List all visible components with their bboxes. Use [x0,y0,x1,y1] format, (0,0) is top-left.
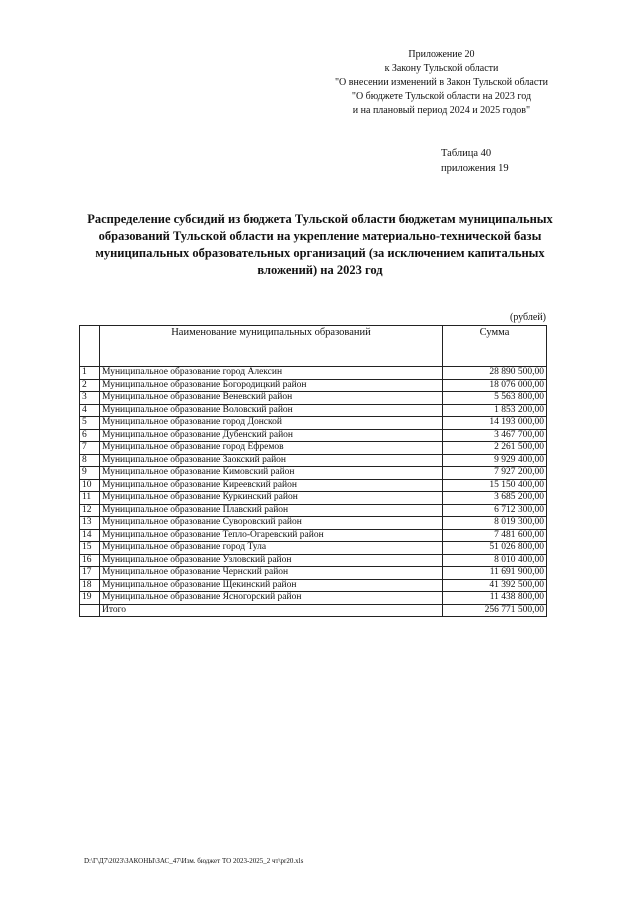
row-number: 12 [80,504,100,517]
table-header-row [80,326,547,367]
row-sum: 28 890 500,00 [443,367,547,380]
appendix-header-line: к Закону Тульской области [384,63,499,74]
row-name: Муниципальное образование Щекинский район [100,579,443,592]
row-name: Муниципальное образование Кимовский район [100,467,443,480]
table-row [80,454,547,467]
unit-label: (рублей) [509,312,546,323]
table-row [80,442,547,455]
table-reference-number: Таблица 40 [441,148,492,159]
row-name: Муниципальное образование Тепло-Огаревский район [100,529,443,542]
table-row [80,417,547,430]
total-sum: 256 771 500,00 [443,604,547,617]
table-row [80,529,547,542]
total-label: Итого [100,604,443,617]
row-name: Муниципальное образование город Донской [100,417,443,430]
row-sum: 14 193 000,00 [443,417,547,430]
table-row [80,567,547,580]
row-sum: 8 019 300,00 [443,517,547,530]
column-header-sum: Сумма [443,326,547,367]
row-number: 3 [80,392,100,405]
row-sum: 11 691 900,00 [443,567,547,580]
table-row [80,404,547,417]
row-number: 15 [80,542,100,555]
row-sum: 8 010 400,00 [443,554,547,567]
row-number: 16 [80,554,100,567]
row-sum: 2 261 500,00 [443,442,547,455]
row-name: Муниципальное образование Куркинский район [100,492,443,505]
appendix-header [335,48,548,118]
row-name: Муниципальное образование Веневский район [100,392,443,405]
row-number: 6 [80,429,100,442]
subsidy-table [79,325,547,617]
row-name: Муниципальное образование Суворовский район [100,517,443,530]
row-sum: 7 927 200,00 [443,467,547,480]
row-sum: 5 563 800,00 [443,392,547,405]
column-header-number [80,326,100,367]
total-row [80,604,547,617]
row-name: Муниципальное образование Дубенский район [100,429,443,442]
row-sum: 15 150 400,00 [443,479,547,492]
table-row [80,579,547,592]
appendix-header-line: Приложение 20 [408,49,475,60]
row-name: Муниципальное образование Узловский район [100,554,443,567]
row-sum: 18 076 000,00 [443,379,547,392]
row-number: 19 [80,592,100,605]
row-name: Муниципальное образование город Алексин [100,367,443,380]
table-row [80,379,547,392]
row-sum: 3 467 700,00 [443,429,547,442]
table-row [80,492,547,505]
row-sum: 7 481 600,00 [443,529,547,542]
table-row [80,429,547,442]
table-row [80,504,547,517]
column-header-name: Наименование муниципальных образований [100,326,443,367]
row-number: 13 [80,517,100,530]
table-reference [441,146,509,176]
row-sum: 41 392 500,00 [443,579,547,592]
table-row [80,517,547,530]
row-name: Муниципальное образование Плавский район [100,504,443,517]
table-row [80,392,547,405]
row-sum: 11 438 800,00 [443,592,547,605]
appendix-header-line: "О внесении изменений в Закон Тульской области [334,77,548,88]
row-sum: 51 026 800,00 [443,542,547,555]
row-name: Муниципальное образование Воловский район [100,404,443,417]
row-number: 18 [80,579,100,592]
row-number: 8 [80,454,100,467]
row-number: 10 [80,479,100,492]
row-number: 1 [80,367,100,380]
row-number: 17 [80,567,100,580]
row-number: 2 [80,379,100,392]
table-row [80,554,547,567]
row-number: 7 [80,442,100,455]
table-row [80,592,547,605]
row-name: Муниципальное образование Чернский район [100,567,443,580]
table-row [80,479,547,492]
row-sum: 9 929 400,00 [443,454,547,467]
row-name: Муниципальное образование Киреевский район [100,479,443,492]
row-name: Муниципальное образование город Ефремов [100,442,443,455]
row-name: Муниципальное образование Заокский район [100,454,443,467]
appendix-header-line: "О бюджете Тульской области на 2023 год [351,91,532,102]
document-title: Распределение субсидий из бюджета Тульской области бюджетам муниципальных образований Тульской области на укрепление материально-технической базы муниципальных образовательных организаций (за исключением капитальных вложений) на 2023 год [87,212,553,277]
row-sum: 6 712 300,00 [443,504,547,517]
row-number: 5 [80,417,100,430]
row-number: 14 [80,529,100,542]
row-name: Муниципальное образование город Тула [100,542,443,555]
table-reference-appendix: приложения 19 [441,163,509,174]
table-row [80,542,547,555]
table-row [80,367,547,380]
row-number: 9 [80,467,100,480]
table-row [80,467,547,480]
row-sum: 3 685 200,00 [443,492,547,505]
row-number: 4 [80,404,100,417]
appendix-header-line: и на плановый период 2024 и 2025 годов" [352,105,531,116]
row-sum: 1 853 200,00 [443,404,547,417]
file-path-footer: D:\Г\Д7\2023\ЗАКОНЫ\ЗАС_47\Изм. бюджет ТО 2023-2025_2 чт\pr20.xls [84,857,304,865]
row-name: Муниципальное образование Ясногорский район [100,592,443,605]
table-body [80,367,547,617]
row-name: Муниципальное образование Богородицкий район [100,379,443,392]
total-number [80,604,100,617]
row-number: 11 [80,492,100,505]
